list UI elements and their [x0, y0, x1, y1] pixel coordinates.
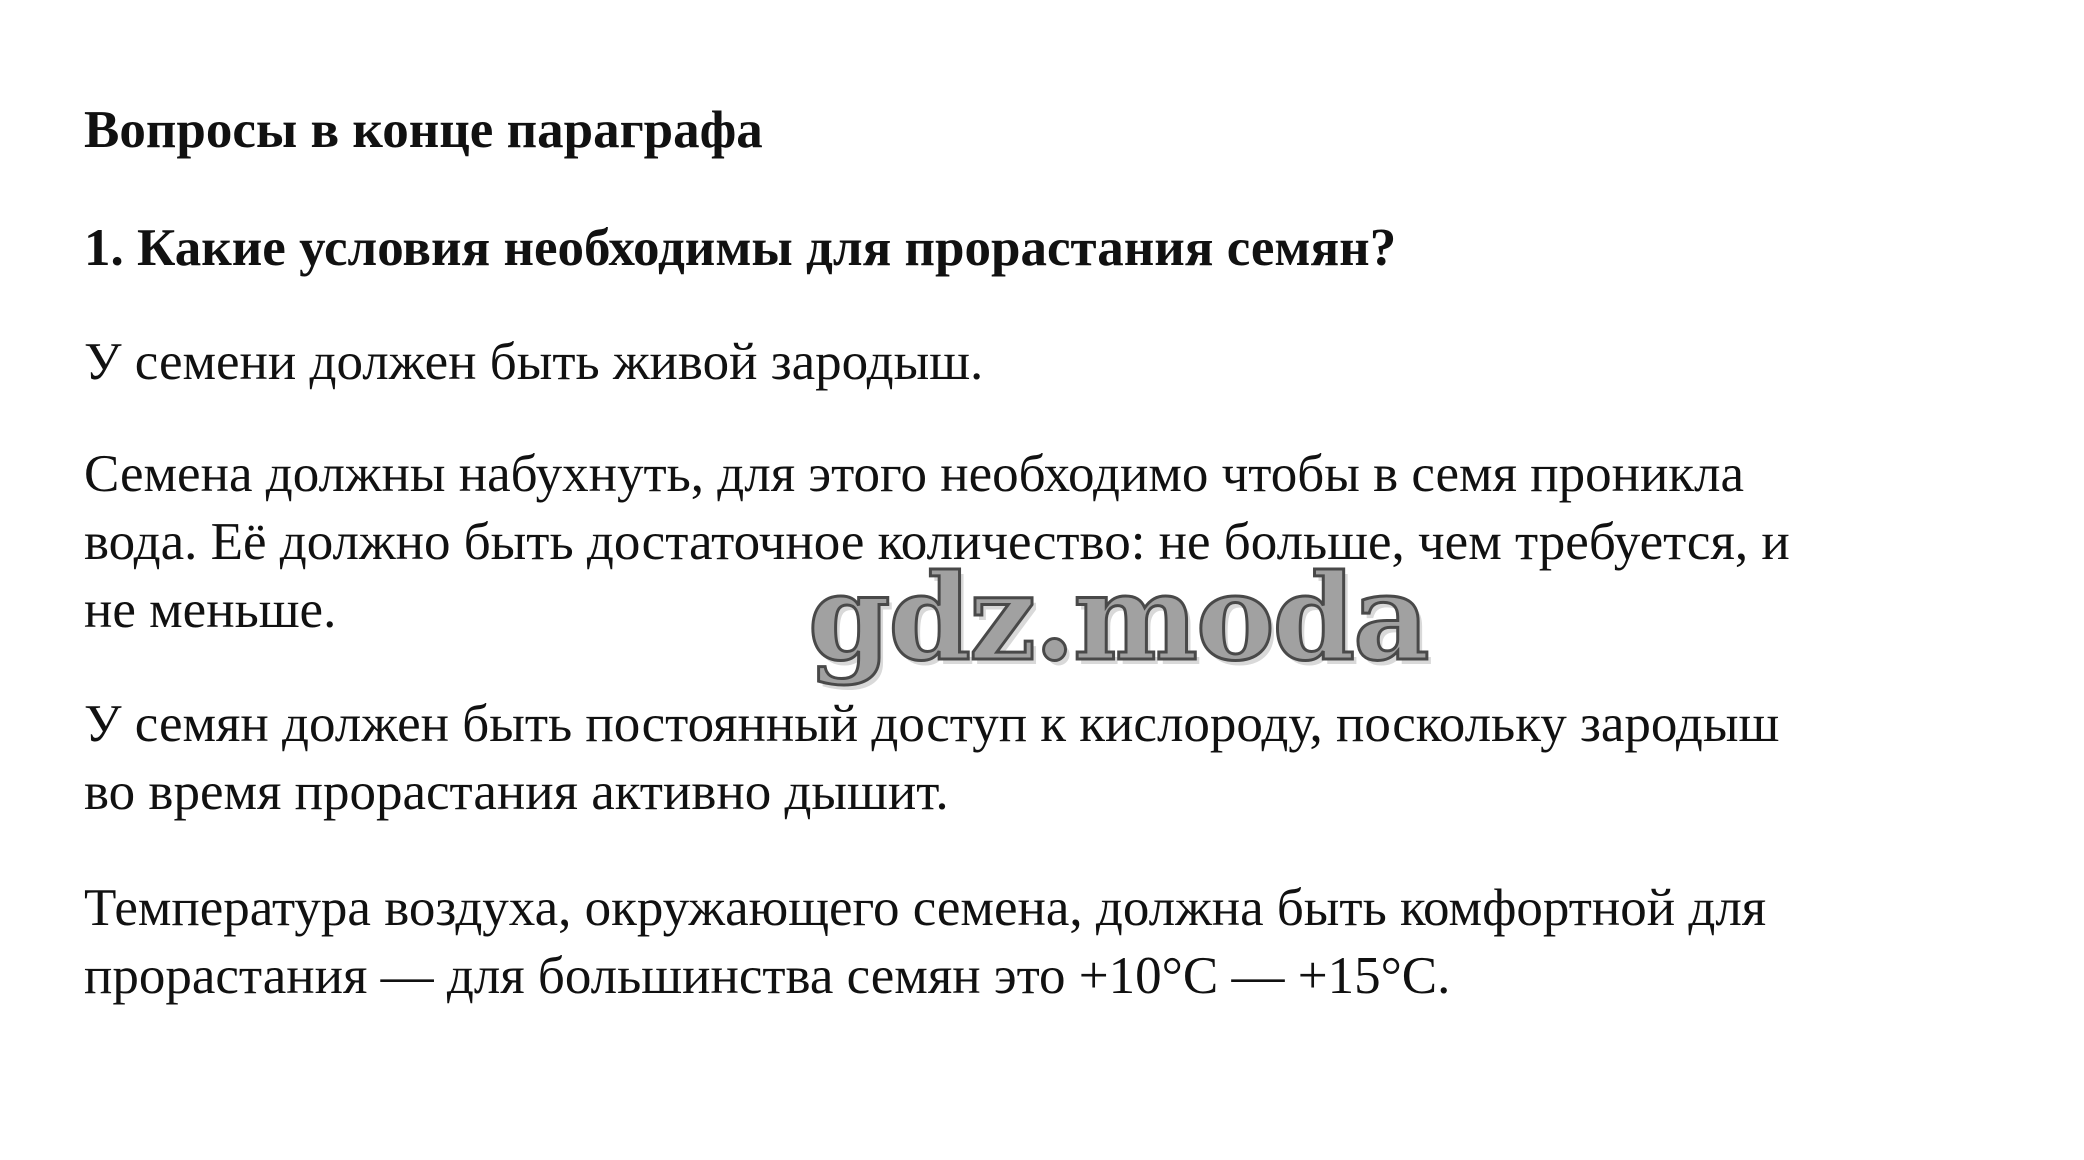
paragraph-line: У семян должен быть постоянный доступ к кислороду, поскольку зародыш [84, 695, 1780, 753]
paragraph-line: Температура воздуха, окружающего семена, должна быть комфортной для [84, 879, 1767, 937]
paragraph-line: Семена должны набухнуть, для этого необходимо чтобы в семя проникла [84, 445, 1745, 503]
answer-paragraph-4 [84, 874, 2024, 1010]
paragraph-line: прорастания — для большинства семян это +10°С — +15°С. [84, 947, 1451, 1005]
paragraph-line: во время прорастания активно дышит. [84, 763, 949, 821]
paragraph-line: У семени должен быть живой зародыш. [84, 333, 984, 391]
question-heading: 1. Какие условия необходимы для прорастания семян? [84, 219, 1397, 277]
answer-paragraph-1 [84, 328, 2024, 396]
paragraph-line: вода. Её должно быть достаточное количество: не больше, чем требуется, и [84, 513, 1790, 571]
section-title: Вопросы в конце параграфа [84, 101, 763, 159]
watermark-logo: gdz.moda [808, 548, 1428, 687]
answer-paragraph-3 [84, 690, 2024, 826]
paragraph-line: не меньше. [84, 581, 337, 639]
